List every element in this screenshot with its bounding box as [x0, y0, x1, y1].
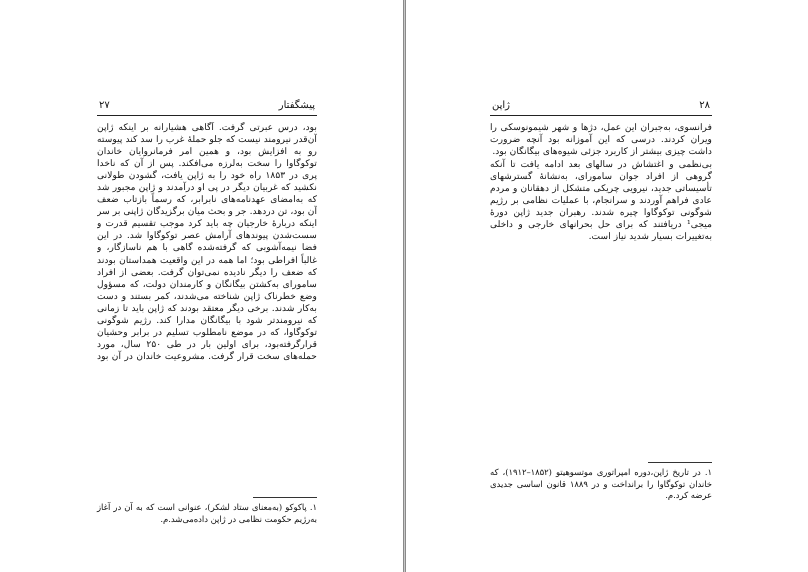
right-running-title: ژاپن: [492, 100, 511, 111]
right-footnote-rule: [648, 462, 712, 463]
right-running-head: [490, 99, 712, 116]
left-paragraph: بود، درس عبرتی گرفت. آگاهی هشیارانه بر اینکه ژاپن آن‌قدر نیرومند نیست که جلو حملهٔ غرب را سد کند پیوسته رو به افزایش بود، و همین امر فرمانروایان خاندان توکوگاوا را سخت به‌لرزه می‌افکند. پس از آن که ناخدا پری در ۱۸۵۳ راه خود را به ژاپن یافت، گشودن طولانی نکشید که غربیان دیگر در پی او درآمدند و ژاپن مجبور شد که به‌امضای عهدنامه‌های نابرابر، که رسماً بازتاب ضعف آن بود، تن دردهد. جر و بحث میان برگزیدگان ژاپنی بر سر اینکه دربارهٔ خارجیان چه باید کرد موجب تقسیم قدرت و سست‌شدن پیوندهای آرامش عصر توکوگاوا شد. در این فضا نیمه‌آشوبی که گرفته‌شده گاهی با هم ناسازگار، و غالباً افراطی بود؛ اما همه در این واقعیت همداستان بودند که ضعف را دیگر نادیده نمی‌توان گرفت. بعضی از افراد سامورای به‌کشتن بیگانگان و کارمندان دولت، که مسؤول وضع خطرناک ژاپن شناخته می‌شدند، کمر بستند و دست به‌کار شدند. برخی دیگر معتقد بودند که ژاپن باید تا زمانی که نیرومندتر شود با بیگانگان مدارا کند. رژیم شوگونی توکوگاوا، که در موضع نامطلوب تسلیم در برابر وحشیان قرارگرفته‌بود، برای اولین بار در طی ۲۵۰ سال، مورد حمله‌های سخت قرار گرفت. مشروعیت خاندان در آن بود: [97, 122, 317, 362]
right-footnote: [490, 467, 712, 502]
left-page-number: ۲۷: [99, 100, 110, 111]
right-page-number: ۲۸: [699, 100, 710, 111]
left-footnote-text: ۱. پاکوکو (به‌معنای ستاد لشکر)، عنوانی است که به آن در آغاز به‌رژیم حکومت نظامی در ژاپن داده‌می‌شد.م.: [97, 502, 317, 524]
right-page: [405, 0, 808, 572]
left-footnote-rule: [253, 497, 317, 498]
left-body-text: [97, 122, 317, 362]
right-body-text: [490, 122, 712, 243]
left-footnote: [97, 502, 317, 525]
right-footnote-text: ۱. در تاریخ ژاپن،دوره امپراتوری موتسوهیتو (۱۸۵۲–۱۹۱۲)، که خاندان توکوگاوا را برانداخت و در ۱۸۸۹ قانون اساسی جدیدی عرضه کرد.م.: [490, 467, 712, 501]
left-running-head: [97, 99, 317, 116]
left-running-title: پیشگفتار: [278, 100, 315, 111]
right-paragraph: بی‌نظمی و اغتشاش در سالهای بعد ادامه یافت تا آنکه گروهی از افراد جوان سامورای، به‌نشانهٔ گسترشهای تأسیساتی جدید، نیرویی چریکی متشکل از دهقانان و مردم عادی فراهم آوردند و سرانجام، با عملیات نظامی بر رژیم شوگونی توکوگاوا چیره شدند. رهبران جدید ژاپن دورهٔ میجی¹ دریافتند که برای حل بحرانهای خارجی و داخلی به‌تغییرات بسیار شدید نیاز است.: [490, 159, 712, 243]
right-paragraph: فرانسوی، به‌جبران این عمل، دژها و شهر شیمونوسکی را ویران کردند. درسی که این آموزانه بود آنچه ضرورت داشت چیزی بیشتر از کاربرد جزئی شیوه‌های بیگانگان بود.: [490, 122, 712, 158]
